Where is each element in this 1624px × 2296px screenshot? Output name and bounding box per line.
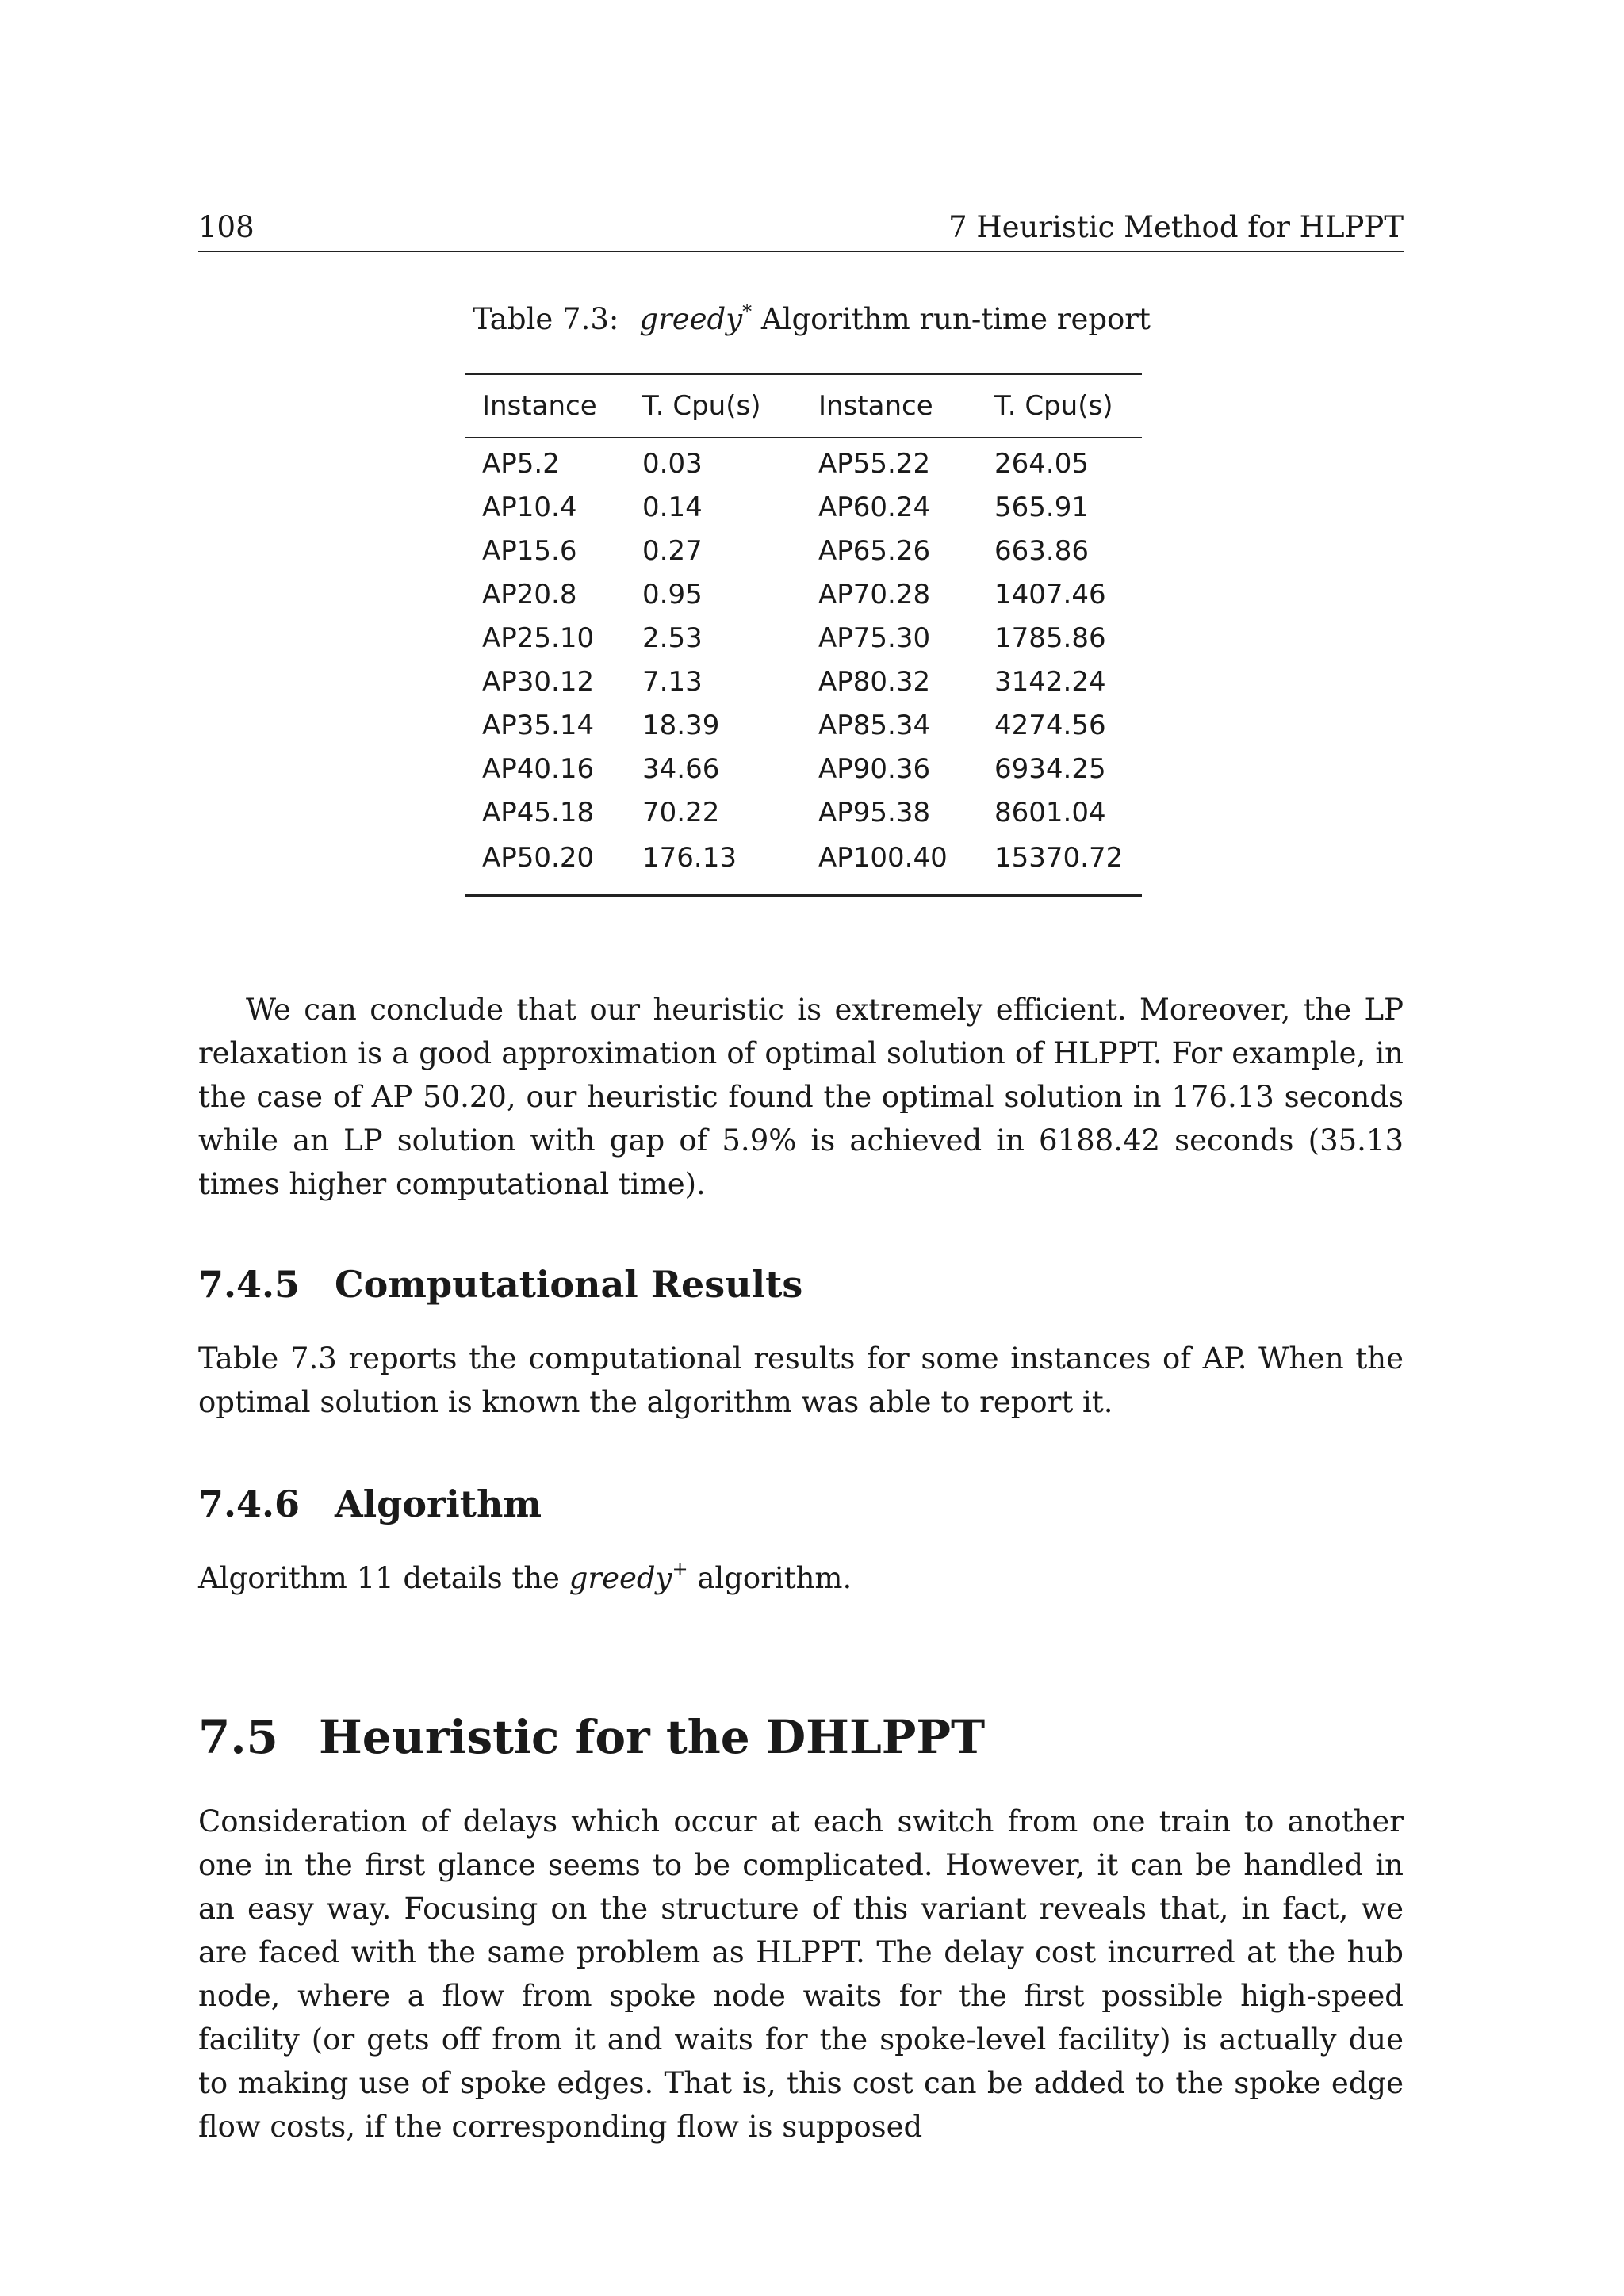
table-caption-italic: greedy <box>639 302 743 336</box>
table-header-row <box>465 374 1142 438</box>
table-cell: AP25.10 <box>482 622 595 654</box>
table-cell: 663.86 <box>994 534 1089 567</box>
table-cell: AP80.32 <box>818 665 931 698</box>
table-row <box>465 572 1142 616</box>
table-cell: 264.05 <box>994 447 1089 480</box>
paragraph-computational-results: Table 7.3 reports the computational results for some instances of AP. When the optimal solution is known the algorithm was able to report it. <box>198 1341 1404 1419</box>
table-cell: AP95.38 <box>818 796 931 828</box>
table-cell: AP20.8 <box>482 578 577 610</box>
table-cell: 176.13 <box>642 842 737 874</box>
table-cell: 2.53 <box>642 622 703 654</box>
subsection-title: Computational Results <box>335 1263 803 1306</box>
table-row <box>465 790 1142 834</box>
table-cell: AP45.18 <box>482 796 595 828</box>
paragraph-conclusion: We can conclude that our heuristic is extremely efficient. Moreover, the LP relaxation is a good approximation of optimal solution of HLPPT. For example, in the case of AP 50.20, our heuristic found the optimal solution in 176.13 seconds while an LP solution with gap of 5.9% is achieved in 6188.42 seconds (35.13 times higher computational time). <box>198 993 1404 1201</box>
table-cell: 8601.04 <box>994 796 1106 828</box>
table-cell: AP15.6 <box>482 534 577 567</box>
table-cell: AP5.2 <box>482 447 560 480</box>
table-cell: AP55.22 <box>818 447 931 480</box>
table-cell: 0.95 <box>642 578 703 610</box>
table-cell: AP50.20 <box>482 842 595 874</box>
table-cell: AP90.36 <box>818 752 931 785</box>
subsection-number: 7.4.6 <box>198 1483 301 1525</box>
table-cell: AP40.16 <box>482 752 595 785</box>
column-header: Instance <box>818 390 933 422</box>
table-row <box>465 660 1142 703</box>
table-row <box>465 529 1142 572</box>
table-cell: AP10.4 <box>482 491 577 523</box>
table-caption-number: Table 7.3: <box>473 302 619 336</box>
table-row <box>465 616 1142 660</box>
algorithm-superscript: + <box>672 1558 688 1580</box>
algorithm-text-start: Algorithm 11 details the <box>198 1561 569 1595</box>
table-row <box>465 485 1142 529</box>
section-title: Heuristic for the DHLPPT <box>319 1710 986 1764</box>
table-caption-text: Algorithm run-time report <box>760 302 1151 336</box>
section-number: 7.5 <box>198 1710 278 1764</box>
table-cell: AP75.30 <box>818 622 931 654</box>
table-caption-superscript: * <box>742 300 753 323</box>
table-cell: AP70.28 <box>818 578 931 610</box>
table-body <box>465 438 1142 896</box>
column-header: T. Cpu(s) <box>642 390 761 422</box>
column-header: Instance <box>482 390 597 422</box>
table-cell: AP60.24 <box>818 491 931 523</box>
page-number: 108 <box>198 210 255 244</box>
subsection-number: 7.4.5 <box>198 1263 301 1306</box>
table-cell: AP30.12 <box>482 665 595 698</box>
table-cell: 15370.72 <box>994 842 1124 874</box>
table-cell: 1407.46 <box>994 578 1106 610</box>
table-row <box>465 834 1142 896</box>
table-cell: 18.39 <box>642 709 720 741</box>
table-cell: 565.91 <box>994 491 1089 523</box>
table-cell: 70.22 <box>642 796 720 828</box>
table-cell: 6934.25 <box>994 752 1106 785</box>
table-cell: AP100.40 <box>818 842 948 874</box>
table-cell: AP85.34 <box>818 709 931 741</box>
table-cell: AP35.14 <box>482 709 595 741</box>
running-title: 7 Heuristic Method for HLPPT <box>948 210 1404 244</box>
paragraph-algorithm <box>198 1556 1404 1600</box>
table-cell: 0.14 <box>642 491 703 523</box>
table-cell: AP65.26 <box>818 534 931 567</box>
section-heading-75 <box>198 1709 985 1765</box>
subsection-title: Algorithm <box>335 1483 542 1525</box>
table-cell: 0.03 <box>642 447 703 480</box>
runtime-table <box>465 373 1142 897</box>
column-header: T. Cpu(s) <box>994 390 1113 422</box>
table-cell: 7.13 <box>642 665 703 698</box>
page-header <box>198 205 1404 252</box>
subsection-heading-746 <box>198 1480 542 1528</box>
table-cell: 34.66 <box>642 752 720 785</box>
subsection-heading-745 <box>198 1261 802 1308</box>
algorithm-italic: greedy <box>569 1561 672 1595</box>
table-row <box>465 747 1142 790</box>
table-row <box>465 703 1142 747</box>
table-cell: 0.27 <box>642 534 703 567</box>
paragraph-dhlppt: Consideration of delays which occur at each switch from one train to another one in the first glance seems to be complicated. However, it can be handled in an easy way. Focusing on the structure of this variant reveals that, in fact, we are faced with the same problem as HLPPT. The delay cost incurred at the hub node, where a flow from spoke node waits for the first possible high-speed facility (or gets off from it and waits for the spoke-level facility) is actually due to making use of spoke edges. That is, this cost can be added to the spoke edge flow costs, if the corresponding flow is supposed <box>198 1804 1404 2144</box>
table-row <box>465 438 1142 485</box>
algorithm-text-end: algorithm. <box>688 1561 852 1595</box>
table-caption <box>473 300 1151 339</box>
table-cell: 4274.56 <box>994 709 1106 741</box>
table-cell: 1785.86 <box>994 622 1106 654</box>
table-cell: 3142.24 <box>994 665 1106 698</box>
